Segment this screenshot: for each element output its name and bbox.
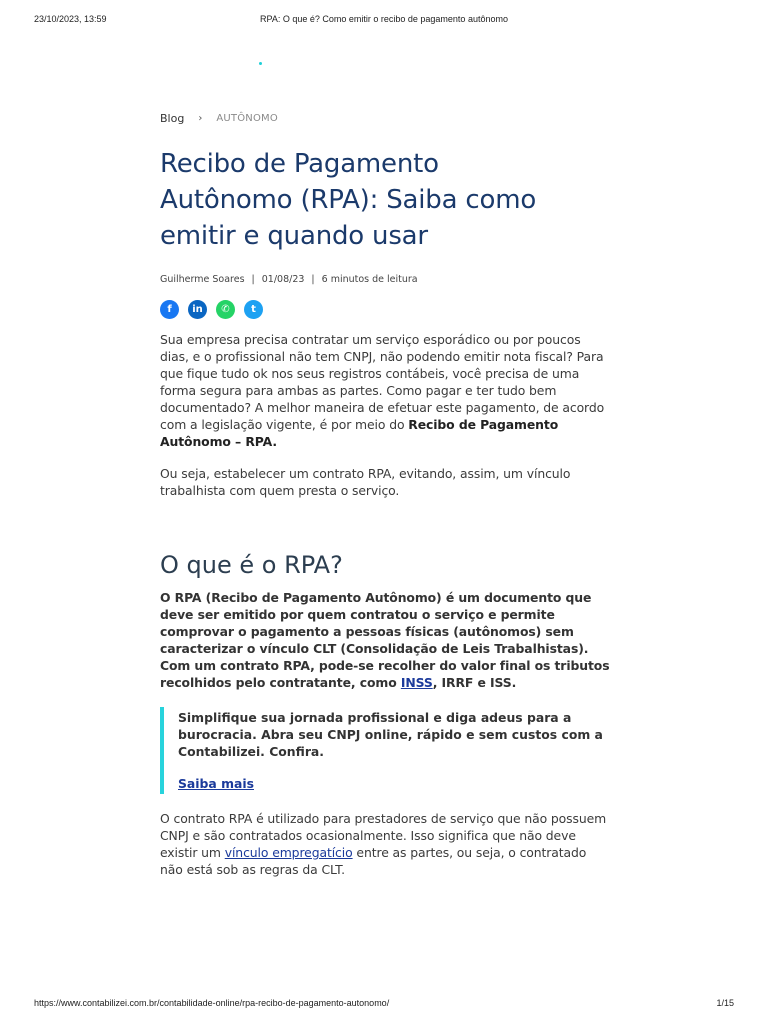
section-p2-text: O contrato RPA é utilizado para prestadores de serviço que não possuem CNPJ e são contratados ocasionalmente. Isso significa que não deve existir um <box>160 811 607 860</box>
title-line-2: Autônomo (RPA): Saiba como <box>160 185 537 215</box>
article-meta: Guilherme Soares | 01/08/23 | 6 minutos de leitura <box>160 274 418 285</box>
breadcrumb <box>160 108 610 128</box>
intro-paragraph-1 <box>160 331 610 450</box>
callout-text: Simplifique sua jornada profissional e diga adeus para a burocracia. Abra seu CNPJ online, rápido e sem custos com a Contabilizei. Confira. <box>178 710 603 759</box>
section-p1-tail: , IRRF e ISS. <box>432 675 517 690</box>
share-buttons <box>160 300 610 320</box>
article-content <box>160 108 610 878</box>
print-datetime: 23/10/2023, 13:59 <box>34 14 107 24</box>
decorative-dot <box>259 62 262 65</box>
section-heading: O que é o RPA? <box>160 551 343 579</box>
inss-link[interactable]: INSS <box>400 675 433 690</box>
section-paragraph-1 <box>160 589 610 691</box>
title-line-3: emitir e quando usar <box>160 221 428 251</box>
print-url: https://www.contabilizei.com.br/contabilidade-online/rpa-recibo-de-pagamento-autonomo/ <box>34 998 390 1008</box>
print-footer <box>34 998 734 1012</box>
breadcrumb-blog-link[interactable]: Blog <box>160 111 185 125</box>
author-name: Guilherme Soares <box>160 274 245 285</box>
vinculo-empregaticio-link[interactable]: vínculo empregatício <box>224 845 353 860</box>
linkedin-icon[interactable]: in <box>188 300 207 319</box>
publish-date: 01/08/23 <box>261 274 305 285</box>
page-title <box>160 146 610 254</box>
print-page-title: RPA: O que é? Como emitir o recibo de pagamento autônomo <box>260 14 508 24</box>
saiba-mais-link[interactable]: Saiba mais <box>178 776 254 791</box>
intro-paragraph-2: Ou seja, estabelecer um contrato RPA, evitando, assim, um vínculo trabalhista com quem presta o serviço. <box>160 466 571 498</box>
section-p1-text: O RPA (Recibo de Pagamento Autônomo) é um documento que deve ser emitido por quem contratou o serviço e permite comprovar o pagamento a pessoas físicas (autônomos) sem caracterizar o vínculo CLT (Consolidação de Leis Trabalhistas). Com um contrato RPA, pode-se recolher do valor final os tributos recolhidos pelo contratante, como <box>160 590 610 690</box>
whatsapp-icon[interactable]: ✆ <box>216 300 235 319</box>
chevron-right-icon: › <box>198 112 203 124</box>
intro-p1-bold: Recibo de Pagamento Autônomo – RPA. <box>160 417 559 449</box>
intro-p1-text: Sua empresa precisa contratar um serviço esporádico ou por poucos dias, e o profissional não tem CNPJ, não podendo emitir nota fiscal? Para que fique tudo ok nos seus registros contábeis, você precisa de uma forma segura para ambas as partes. Como pagar e ter tudo bem documentado? A melhor maneira de efetuar este pagamento, de acordo com a legislação vigente, é por meio do <box>160 332 605 432</box>
promo-callout <box>160 707 610 794</box>
title-line-1: Recibo de Pagamento <box>160 149 439 179</box>
breadcrumb-category-link[interactable]: AUTÔNOMO <box>216 112 278 124</box>
section-paragraph-2 <box>160 810 610 878</box>
page-count: 1/15 <box>716 998 734 1008</box>
facebook-icon[interactable]: f <box>160 300 179 319</box>
print-header <box>34 14 734 30</box>
twitter-icon[interactable]: t <box>244 300 263 319</box>
read-time: 6 minutos de leitura <box>321 274 418 285</box>
section-p2-tail: entre as partes, ou seja, o contratado não está sob as regras da CLT. <box>160 845 587 877</box>
